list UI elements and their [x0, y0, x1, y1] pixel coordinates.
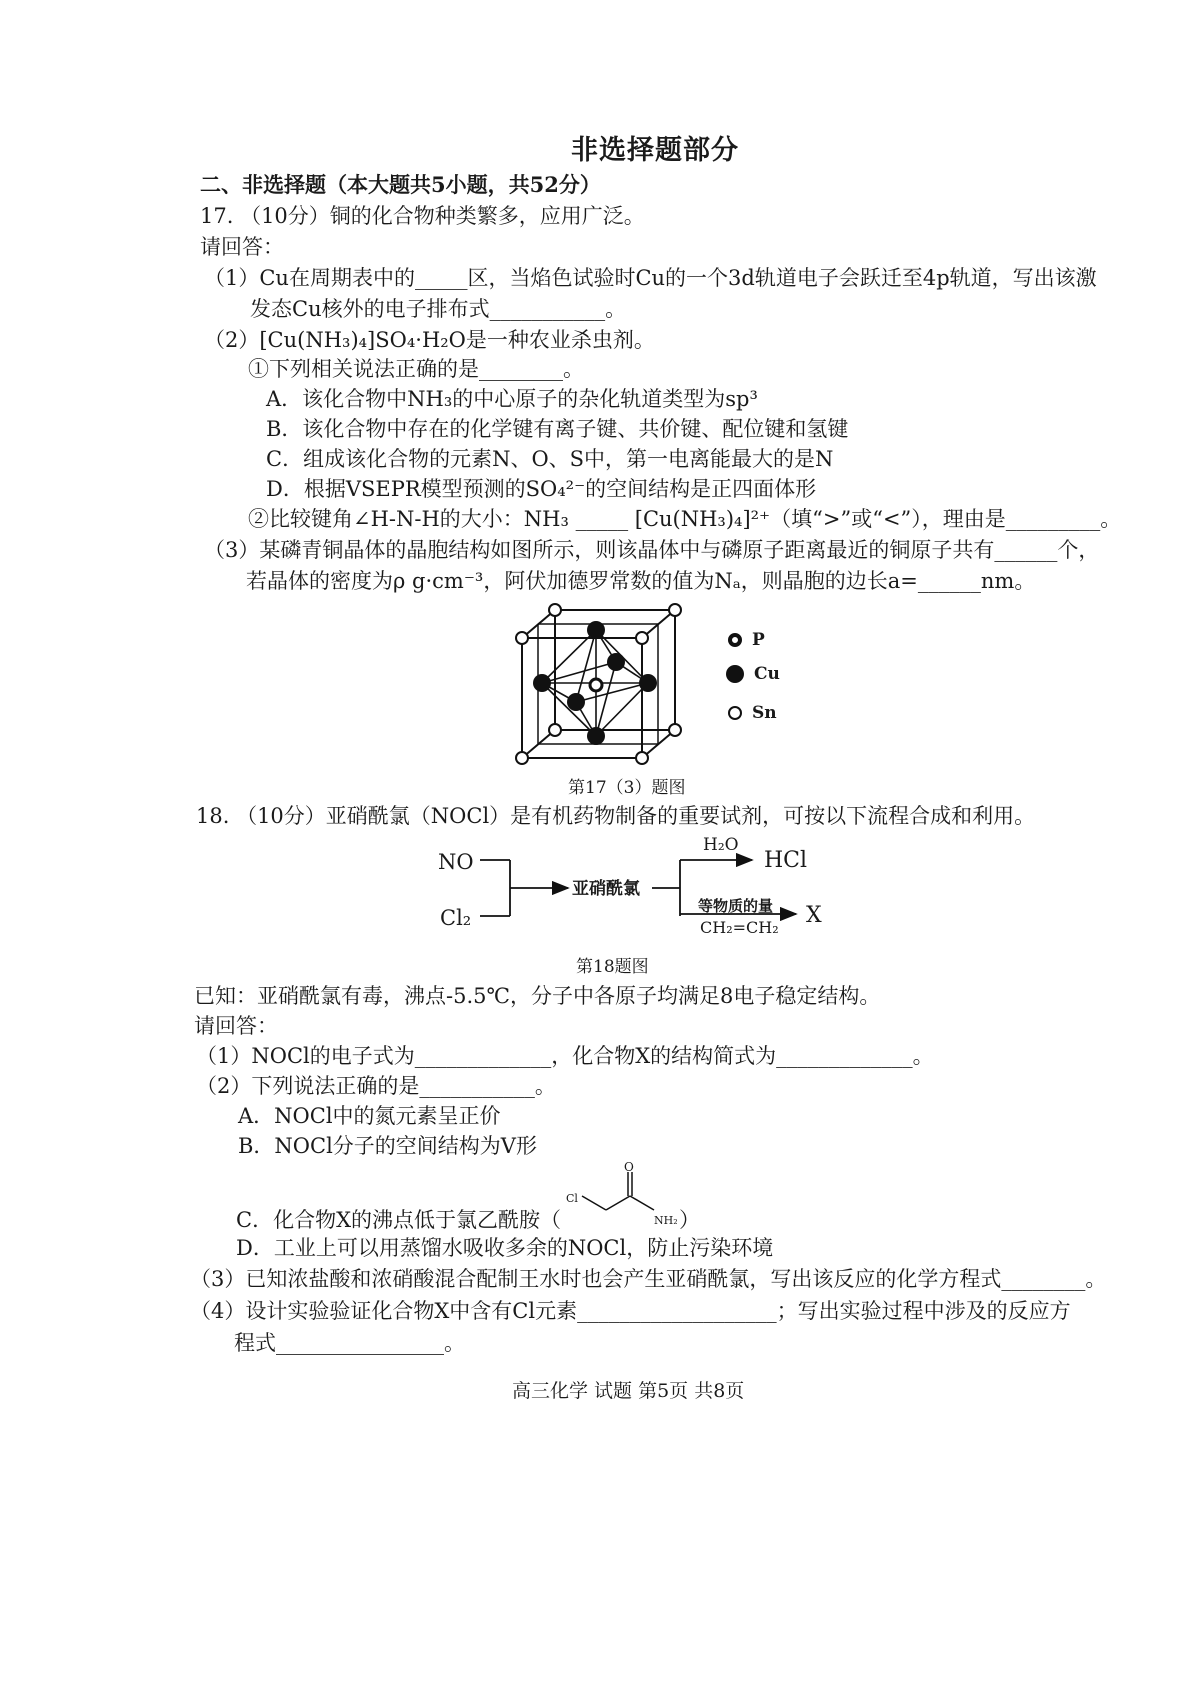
q18-option-a: A．NOCl中的氮元素呈正价 — [238, 1104, 501, 1128]
sn-atom-icon — [728, 706, 742, 720]
flow-intermediate: 亚硝酰氯 — [572, 879, 640, 899]
flow-top-reagent: H₂O — [703, 835, 739, 855]
legend-p: P — [728, 630, 765, 650]
q17-intro: 17. （10分）铜的化合物种类繁多，应用广泛。 — [200, 204, 645, 228]
legend-sn: Sn — [728, 703, 777, 723]
page-footer: 高三化学 试题 第5页 共8页 — [512, 1380, 745, 1402]
q18-known: 已知：亚硝酰氯有毒，沸点-5.5℃，分子中各原子均满足8电子稳定结构。 — [194, 984, 881, 1008]
legend-cu: Cu — [726, 664, 780, 684]
flow-bottom-reagent-1: 等物质的量 — [698, 897, 774, 915]
p-atom-icon — [728, 633, 742, 647]
q17-part3-line2: 若晶体的密度为ρ g·cm⁻³，阿伏加德罗常数的值为Nₐ，则晶胞的边长a=______nm。 — [246, 569, 1036, 593]
q18-option-d: D．工业上可以用蒸馏水吸收多余的NOCl，防止污染环境 — [236, 1236, 774, 1260]
q17-part2: （2）[Cu(NH₃)₄]SO₄·H₂O是一种农业杀虫剂。 — [204, 328, 655, 352]
figure-17-caption: 第17（3）题图 — [568, 778, 686, 798]
q17-part3-line1: （3）某磷青铜晶体的晶胞结构如图所示，则该晶体中与磷原子距离最近的铜原子共有______个， — [204, 538, 1100, 562]
q17-part2-sub1: ①下列相关说法正确的是________。 — [248, 357, 584, 381]
q17-prompt: 请回答： — [200, 235, 284, 259]
figure-18-caption: 第18题图 — [576, 957, 649, 977]
q18-part4-line1: （4）设计实验验证化合物X中含有Cl元素___________________；写出实验过程中涉及的反应方 — [190, 1299, 1071, 1323]
q17-option-c: C．组成该化合物的元素N、O、S中，第一电离能最大的是N — [266, 447, 834, 471]
q17-part2-sub2: ②比较键角∠H-N-H的大小：NH₃ _____ [Cu(NH₃)₄]²⁺（填“>”或“<”），理由是_________。 — [248, 507, 1122, 531]
q18-option-b: B．NOCl分子的空间结构为V形 — [238, 1134, 537, 1158]
flow-top-product: HCl — [764, 848, 808, 873]
structure-chlorine-label: Cl — [566, 1192, 578, 1205]
flow-input-no: NO — [438, 850, 474, 874]
crystal-cell-diagram — [500, 590, 700, 770]
q17-part1-line1: （1）Cu在周期表中的_____区，当焰色试验时Cu的一个3d轨道电子会跃迁至4p轨道，写出该激 — [204, 266, 1097, 290]
q18-option-c: C．化合物X的沸点低于氯乙酰胺（ ） — [236, 1208, 701, 1232]
flow-bottom-product: X — [806, 903, 822, 928]
q17-option-a: A．该化合物中NH₃的中心原子的杂化轨道类型为sp³ — [266, 387, 758, 411]
flow-bottom-reagent-2: CH₂=CH₂ — [700, 918, 779, 937]
q18-part3: （3）已知浓盐酸和浓硝酸混合配制王水时也会产生亚硝酰氯，写出该反应的化学方程式________。 — [190, 1267, 1107, 1291]
q18-part2: （2）下列说法正确的是___________。 — [196, 1074, 556, 1098]
q18-prompt: 请回答： — [194, 1014, 278, 1038]
section-heading: 二、非选择题（本大题共5小题，共52分） — [200, 172, 601, 197]
q17-option-d: D．根据VSEPR模型预测的SO₄²⁻的空间结构是正四面体形 — [266, 477, 817, 501]
q17-option-b: B．该化合物中存在的化学键有离子键、共价键、配位键和氢键 — [266, 417, 849, 441]
structure-oxygen-label: O — [624, 1160, 634, 1174]
q17-part1-line2: 发态Cu核外的电子排布式___________。 — [250, 297, 627, 321]
q18-intro: 18. （10分）亚硝酰氯（NOCl）是有机药物制备的重要试剂，可按以下流程合成和利用。 — [196, 804, 1036, 828]
cu-atom-icon — [726, 665, 744, 683]
q18-part1: （1）NOCl的电子式为_____________，化合物X的结构简式为_____________。 — [196, 1044, 934, 1068]
structure-amine-label: NH₂ — [654, 1214, 678, 1227]
flow-input-cl2: Cl₂ — [440, 906, 472, 930]
q18-part4-line2: 程式________________。 — [234, 1331, 465, 1355]
page-title: 非选择题部分 — [571, 135, 739, 166]
